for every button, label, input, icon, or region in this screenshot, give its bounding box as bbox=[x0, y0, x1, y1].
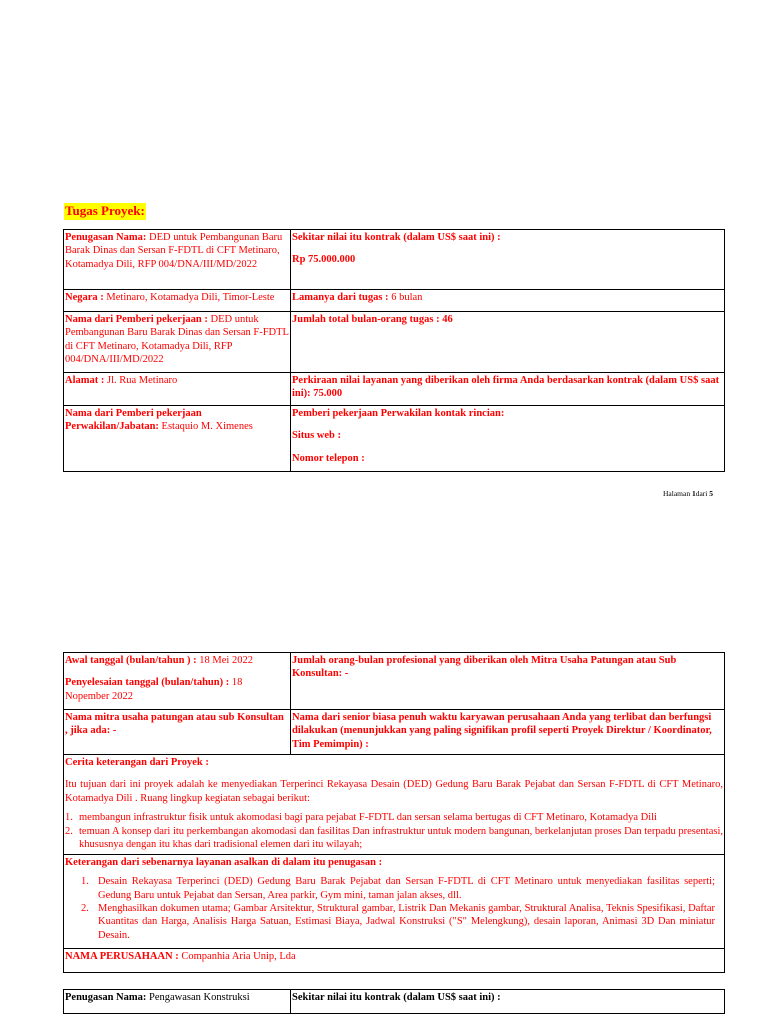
contact-details-cell bbox=[291, 406, 725, 472]
employer-name-value: DED untuk Pembangunan Baru Barak Dinas dan Sersan F-FDTL di CFT Metinaro, Kotamadya Dili, RFP 004/DNA/III/MD/2022 bbox=[65, 314, 289, 366]
country-value: Metinaro, Kotamadya Dili, Timor-Leste bbox=[103, 292, 275, 303]
services-label: Keterangan dari sebenarnya layanan asalkan di dalam itu penugasan : bbox=[65, 856, 383, 868]
phone-label: Nomor telepon : bbox=[292, 452, 365, 464]
table-row bbox=[64, 755, 725, 855]
representative-value: Estaquio M. Ximenes bbox=[158, 421, 253, 433]
table-row bbox=[64, 949, 725, 973]
person-months-label: Jumlah total bulan-orang tugas : 46 bbox=[292, 314, 453, 325]
dates-cell bbox=[64, 653, 291, 710]
address-value: Jl. Rua Metinaro bbox=[104, 375, 178, 386]
assignment-name-value-2: Pengawasan Konstruksi bbox=[146, 992, 250, 1003]
senior-staff-cell bbox=[291, 710, 725, 755]
table-row bbox=[64, 290, 725, 312]
table-row bbox=[64, 230, 725, 290]
project-story-text: Itu tujuan dari ini proyek adalah ke menyediakan Terperinci Rekayasa Desain (DED) Gedung Baru Barak Pejabat dan Sersan F-FDTL di CFT Metinaro, Kotamadya Dili . Ruang lingkup kegiatan sebagai berikut: bbox=[65, 779, 723, 804]
project-story-label: Cerita keterangan dari Proyek : bbox=[65, 757, 209, 768]
table-row bbox=[64, 373, 725, 406]
end-date-label: Penyelesaian tanggal (bulan/tahun) : bbox=[65, 677, 230, 689]
partner-cell bbox=[64, 710, 291, 755]
assignment-name-cell bbox=[64, 230, 291, 290]
services-list bbox=[81, 875, 715, 942]
table-row bbox=[64, 653, 725, 710]
assignment-name-label: Penugasan Nama: bbox=[65, 232, 147, 243]
assignment-table-2 bbox=[63, 652, 725, 973]
service-value-cell bbox=[291, 373, 725, 406]
representative-cell bbox=[64, 406, 291, 472]
start-date-label: Awal tanggal (bulan/tahun ) : bbox=[65, 655, 197, 666]
assignment-name-value: DED untuk Pembangunan Baru Barak Dinas dan Sersan F-FDTL di CFT Metinaro, Kotamadya Dili, RFP 004/DNA/III/MD/2022 bbox=[65, 232, 283, 270]
duration-cell bbox=[291, 290, 725, 312]
person-months-cell bbox=[291, 312, 725, 373]
contract-value-cell-2 bbox=[291, 990, 725, 1014]
list-item: 1. Desain Rekayasa Terperinci (DED) Gedung Baru Barak Pejabat dan Sersan F-FDTL di CFT Metinaro untuk menyediakan fasilitas seperti; Gedung Baru untuk Pejabat dan Sersan, Area parkir, Gym mini, taman jalan akses, dll. bbox=[81, 876, 715, 901]
list-item: 1. membangun infrastruktur fisik untuk akomodasi bagi para pejabat F-FDTL dan sersan selama bertugas di CFT Metinaro, Kotamadya Dili bbox=[65, 812, 657, 824]
contract-value-cell bbox=[291, 230, 725, 290]
duration-value: 6 bulan bbox=[388, 292, 423, 303]
assignment-table-3 bbox=[63, 989, 725, 1014]
table-row bbox=[64, 406, 725, 472]
assignment-name-cell-2 bbox=[64, 990, 291, 1014]
services-cell bbox=[64, 854, 725, 949]
assignment-table-1 bbox=[63, 229, 725, 472]
list-item: 2. Menghasilkan dokumen utama; Gambar Arsitektur, Struktural gambar, Listrik Dan Mekanis gambar, Struktural Analisa, Teknis Spesifikasi, Daftar Kuantitas dan Harga, Analisis Harga Satuan, Estimasi Biaya, Jadwal Konstruksi ("S" Melengkung), desain laporan, Animasi 3D Dan miniatur Desain. bbox=[81, 902, 715, 941]
partner-label: Nama mitra usaha patungan atau sub Konsultan , jika ada: - bbox=[65, 712, 284, 737]
company-cell bbox=[64, 949, 725, 973]
employer-name-label: Nama dari Pemberi pekerjaan : bbox=[65, 314, 208, 325]
professional-months-cell bbox=[291, 653, 725, 710]
table-row bbox=[64, 854, 725, 949]
contract-value-amount: Rp 75.000.000 bbox=[292, 254, 356, 266]
representative-label: Nama dari Pemberi pekerjaan Perwakilan/Jabatan: bbox=[65, 408, 202, 433]
project-story-cell bbox=[64, 755, 725, 855]
project-story-list bbox=[65, 811, 723, 851]
end-date-value: 18 Nopember 2022 bbox=[65, 677, 243, 702]
list-item: 2. temuan A konsep dari itu perkembangan akomodasi dan fasilitas Dan infrastruktur untuk modern bangunan, berkelanjutan proses Dan terpadu presentasi, khususnya dengan itu khas dari tradisional elemen dari itu wilayah; bbox=[65, 825, 723, 851]
section-heading: Tugas Proyek: bbox=[65, 203, 145, 218]
table-row bbox=[64, 710, 725, 755]
senior-staff-label: Nama dari senior biasa penuh waktu karyawan perusahaan Anda yang terlibat dan berfungsi dilakukan (menunjukkan yang paling signifikan profil seperti Proyek Direktur / Koordinator, Tim Pemimpin) : bbox=[292, 712, 712, 750]
table-row bbox=[64, 990, 725, 1014]
country-label: Negara : bbox=[65, 292, 104, 303]
employer-name-cell bbox=[64, 312, 291, 373]
page-number: Halaman 1dari 5 bbox=[663, 489, 713, 498]
country-cell bbox=[64, 290, 291, 312]
table-row bbox=[64, 312, 725, 373]
service-value-label: Perkiraan nilai layanan yang diberikan oleh firma Anda berdasarkan kontrak (dalam US$ saat ini): 75.000 bbox=[292, 375, 720, 400]
assignment-name-label-2: Penugasan Nama: bbox=[65, 992, 147, 1003]
company-value: Companhia Aria Unip, Lda bbox=[178, 951, 296, 963]
professional-months-label: Jumlah orang-bulan profesional yang diberikan oleh Mitra Usaha Patungan atau Sub Konsultan: - bbox=[292, 655, 677, 680]
website-label: Situs web : bbox=[292, 430, 342, 442]
contract-value-label: Sekitar nilai itu kontrak (dalam US$ saat ini) : bbox=[292, 232, 501, 243]
company-label: NAMA PERUSAHAAN : bbox=[65, 951, 179, 963]
contact-details-label: Pemberi pekerjaan Perwakilan kontak rincian: bbox=[292, 408, 505, 419]
address-cell bbox=[64, 373, 291, 406]
address-label: Alamat : bbox=[65, 375, 105, 386]
start-date-value: 18 Mei 2022 bbox=[196, 655, 253, 666]
duration-label: Lamanya dari tugas : bbox=[292, 292, 389, 303]
contract-value-label-2: Sekitar nilai itu kontrak (dalam US$ saat ini) : bbox=[292, 992, 501, 1003]
